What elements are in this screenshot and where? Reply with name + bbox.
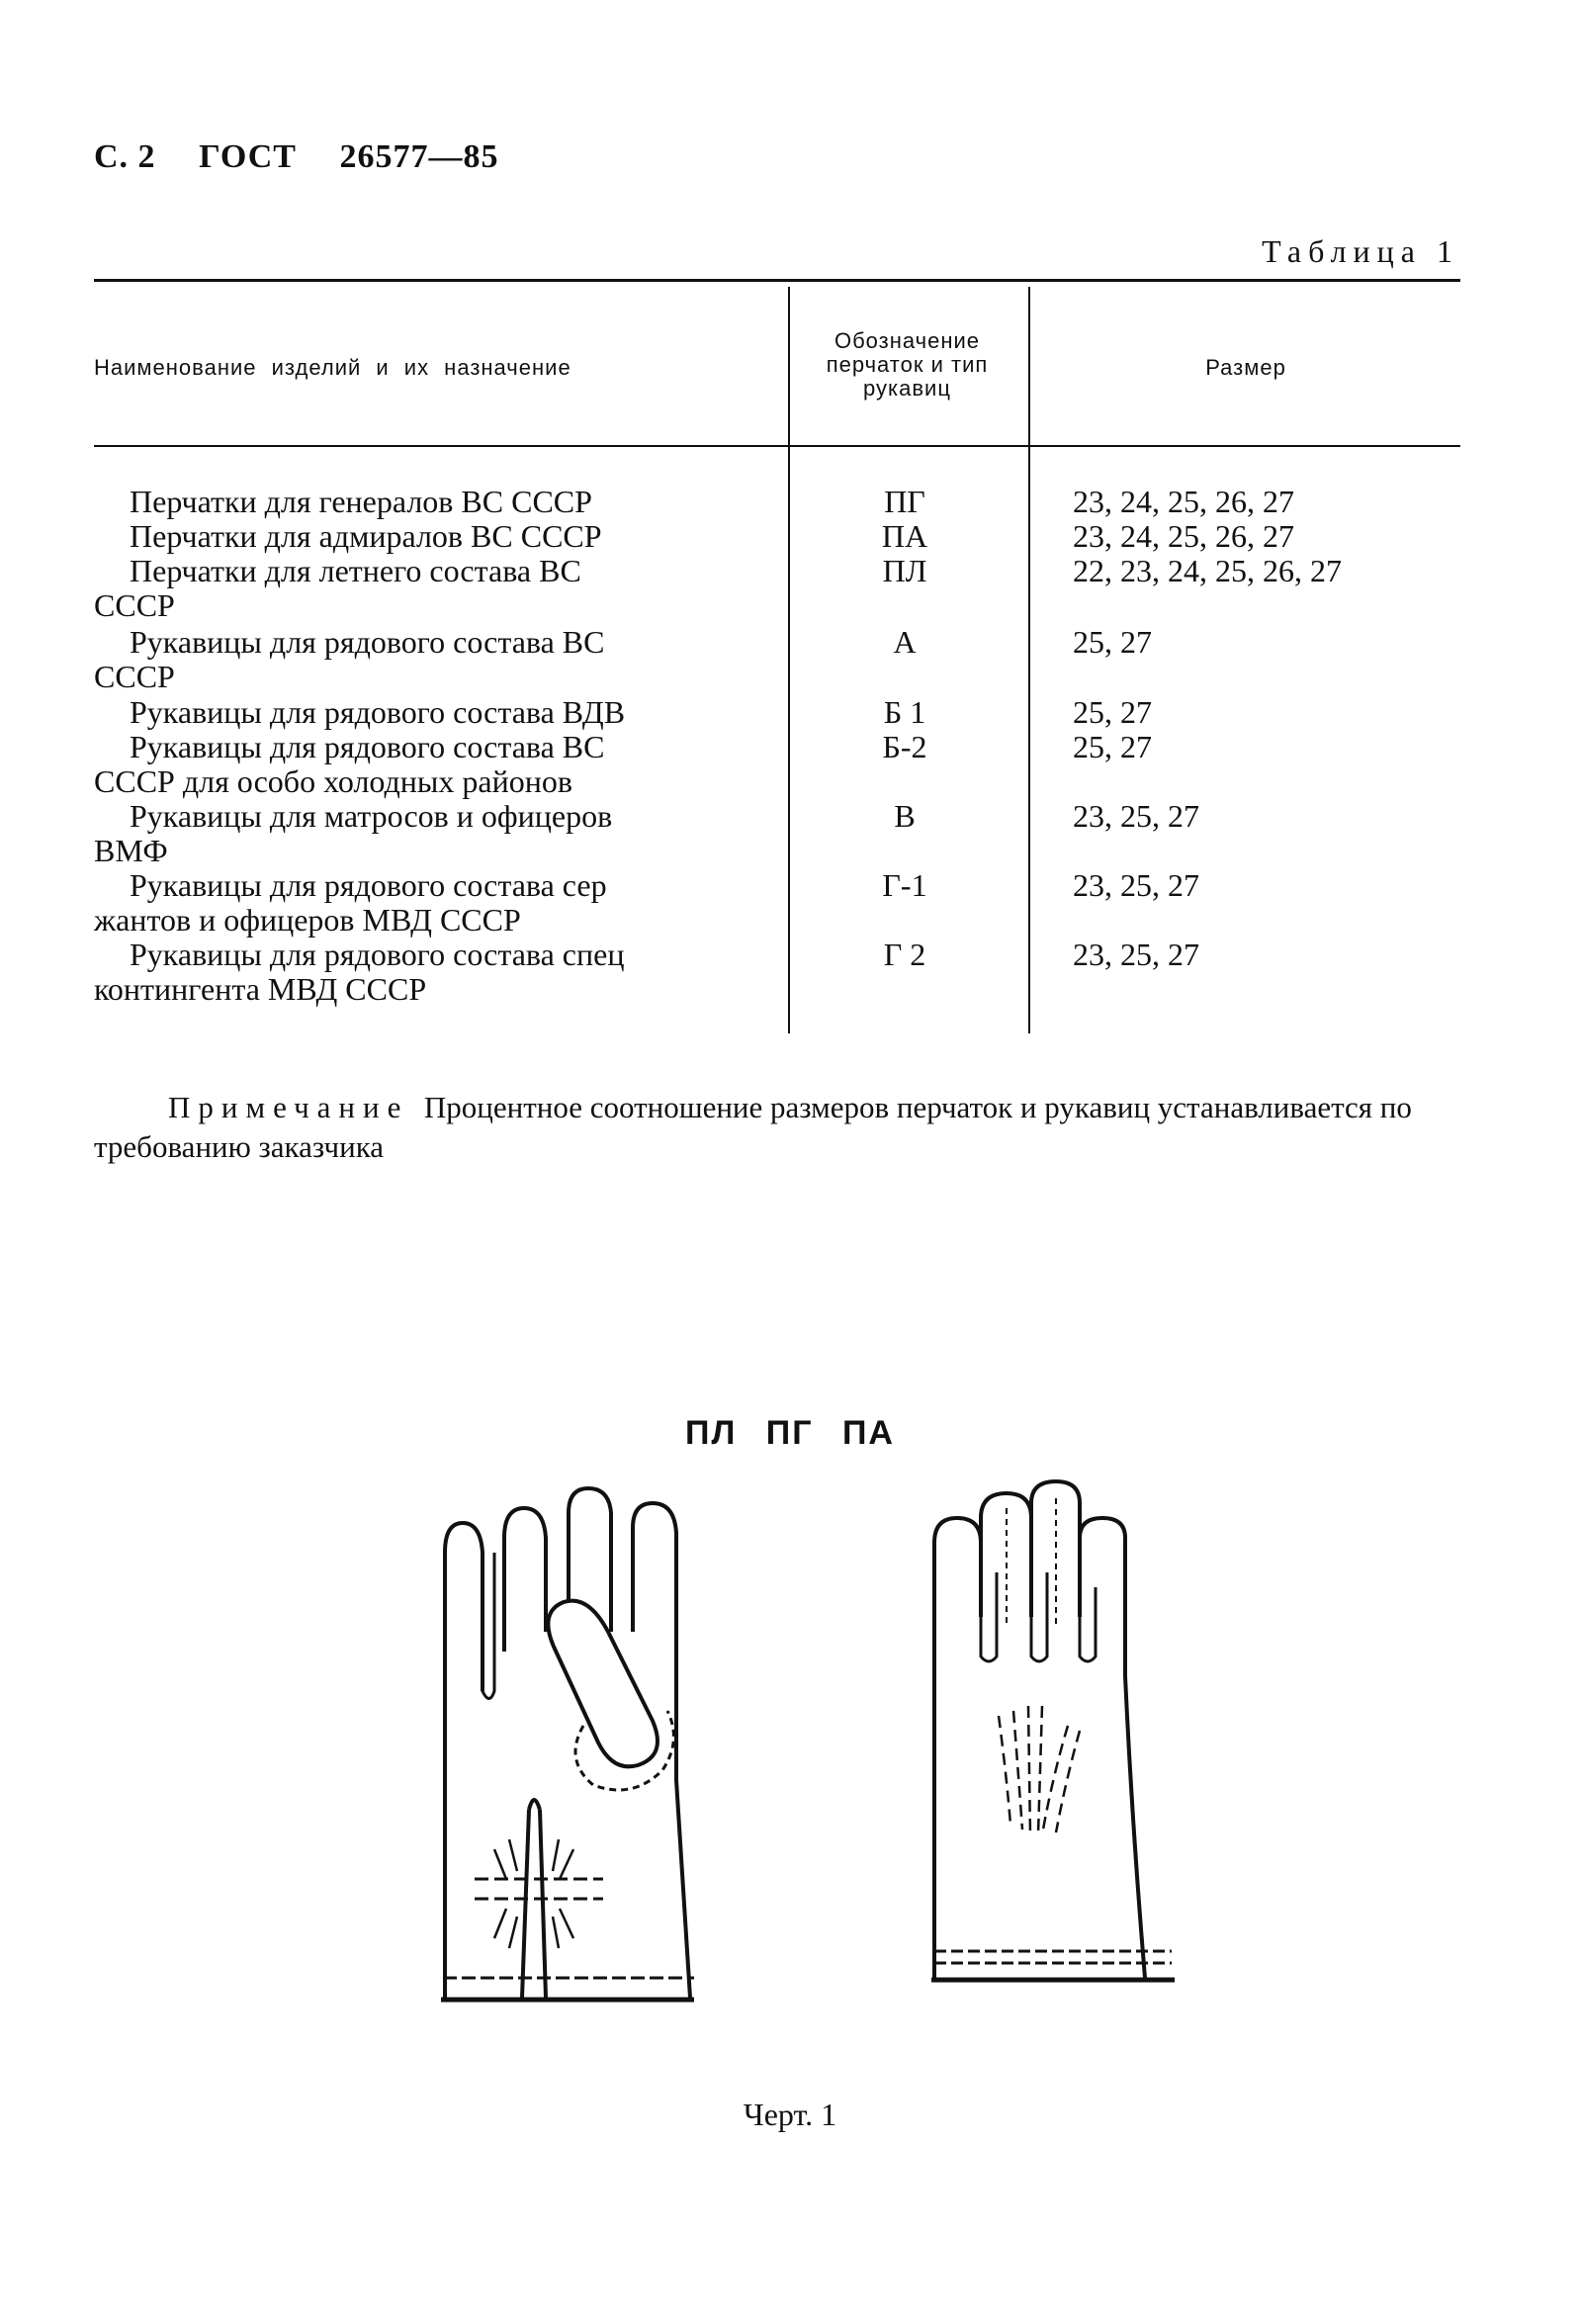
- page-number: С. 2: [94, 138, 156, 175]
- row-name-line: Перчатки для летнего состава ВС: [130, 553, 581, 588]
- page-header: [94, 138, 532, 176]
- row-sizes: 25, 27: [1073, 694, 1152, 730]
- glove-back-side-drawing: [920, 1478, 1186, 1993]
- table-row: [94, 519, 776, 554]
- column-header-name: Наименование изделий и их назначение: [94, 355, 571, 380]
- row-name-line: Перчатки для адмиралов ВС СССР: [130, 518, 602, 554]
- glove-palm-side-drawing: [435, 1483, 712, 2008]
- figure-title: ПЛ ПГ ПА: [685, 1414, 895, 1452]
- table-top-rule: [94, 279, 1460, 282]
- table-row: [94, 695, 776, 730]
- table-label: Таблица 1: [1262, 233, 1459, 269]
- row-designation: ПЛ: [882, 553, 927, 588]
- row-designation: ПГ: [884, 484, 925, 519]
- table-note: [94, 1088, 1468, 1167]
- column-header-size: Размер: [1205, 355, 1286, 380]
- note-label: Примечание: [168, 1090, 409, 1124]
- row-sizes: 23, 25, 27: [1073, 867, 1199, 903]
- row-designation: Б 1: [883, 694, 926, 730]
- row-name-line: СССР: [94, 659, 175, 694]
- row-sizes: 23, 24, 25, 26, 27: [1073, 518, 1294, 554]
- row-name-line: СССР для особо холодных районов: [94, 763, 572, 799]
- row-designation: ПА: [881, 518, 928, 554]
- table-row: [94, 799, 776, 868]
- table-row: [94, 554, 776, 623]
- row-designation: В: [894, 798, 916, 834]
- row-name-line: ВМФ: [94, 833, 168, 868]
- column-header-designation: Обозначение перчаток и тип рукавиц: [826, 328, 989, 401]
- row-name-line: Рукавицы для рядового состава ВС: [130, 624, 605, 660]
- row-name-line: Рукавицы для матросов и офицеров: [130, 798, 613, 834]
- table-column-divider-2: [1028, 287, 1030, 1033]
- row-name-line: Рукавицы для рядового состава ВС: [130, 729, 605, 764]
- row-name-line: контингента МВД СССР: [94, 971, 427, 1007]
- row-designation: Б-2: [882, 729, 927, 764]
- row-name-line: СССР: [94, 587, 175, 623]
- row-sizes: 23, 25, 27: [1073, 937, 1199, 972]
- row-name-line: Перчатки для генералов ВС СССР: [130, 484, 592, 519]
- table-row: [94, 625, 776, 694]
- figure-caption: Черт. 1: [743, 2097, 837, 2132]
- note-text: Процентное соотношение размеров перчаток и рукавиц устанавливается по требованию заказчика: [94, 1090, 1412, 1164]
- row-designation: Г-1: [882, 867, 927, 903]
- standard-label: ГОСТ: [199, 138, 297, 175]
- table-header-rule: [94, 445, 1460, 447]
- table-column-divider-1: [788, 287, 790, 1033]
- row-sizes: 25, 27: [1073, 729, 1152, 764]
- table-row: [94, 730, 776, 799]
- row-name-line: жантов и офицеров МВД СССР: [94, 902, 521, 938]
- row-name-line: Рукавицы для рядового состава сер: [130, 867, 607, 903]
- table-row: [94, 868, 776, 938]
- row-sizes: 22, 23, 24, 25, 26, 27: [1073, 553, 1342, 588]
- row-name-line: Рукавицы для рядового состава ВДВ: [130, 694, 626, 730]
- standard-number: 26577—85: [339, 138, 499, 175]
- table-row: [94, 485, 776, 519]
- row-sizes: 23, 24, 25, 26, 27: [1073, 484, 1294, 519]
- row-sizes: 25, 27: [1073, 624, 1152, 660]
- table-row: [94, 938, 776, 1007]
- row-sizes: 23, 25, 27: [1073, 798, 1199, 834]
- row-designation: А: [893, 624, 917, 660]
- row-name-line: Рукавицы для рядового состава спец: [130, 937, 625, 972]
- row-designation: Г 2: [883, 937, 926, 972]
